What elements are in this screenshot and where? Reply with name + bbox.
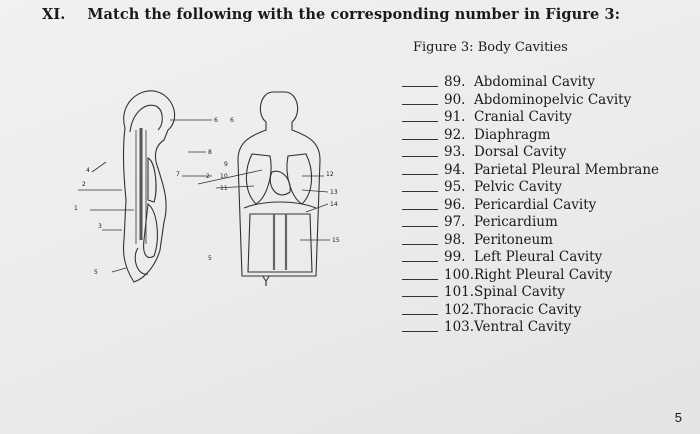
fig-label: 11 xyxy=(220,185,228,192)
list-item xyxy=(402,179,659,197)
fig-label: 6 xyxy=(214,117,218,124)
item-label: Peritoneum xyxy=(474,231,553,248)
item-number: 92. xyxy=(444,126,466,143)
list-item xyxy=(402,249,659,267)
body-cavities-figure xyxy=(30,80,360,290)
item-number: 97. xyxy=(444,214,466,230)
side-body-outline xyxy=(123,91,174,282)
list-item xyxy=(402,127,659,145)
item-label: Left Pleural Cavity xyxy=(474,249,603,265)
list-item xyxy=(402,267,659,285)
item-number: 95. xyxy=(444,179,466,195)
item-label: Abdominal Cavity xyxy=(474,74,596,90)
page-number: 5 xyxy=(674,410,682,425)
list-item xyxy=(402,92,659,110)
item-label: Right Pleural Cavity xyxy=(474,266,613,283)
list-item xyxy=(402,232,659,250)
front-spinal-cavity xyxy=(274,214,286,270)
front-right-lung xyxy=(246,154,271,204)
item-number: 102. xyxy=(444,301,475,318)
answer-blank[interactable] xyxy=(402,86,438,87)
item-label: Thoracic Cavity xyxy=(474,301,582,318)
answer-blank[interactable] xyxy=(402,331,438,332)
list-item xyxy=(402,319,659,337)
list-item xyxy=(402,214,659,232)
item-label: Ventral Cavity xyxy=(474,319,572,335)
fig-label: 5 xyxy=(208,255,212,262)
fig-label: 2 xyxy=(82,181,86,188)
item-number: 99. xyxy=(444,249,466,265)
list-item xyxy=(402,197,659,215)
fig-label: 4 xyxy=(86,167,90,174)
answer-blank[interactable] xyxy=(402,104,438,105)
item-number: 101. xyxy=(444,284,475,300)
answer-blank[interactable] xyxy=(402,139,438,140)
side-thoracic-cavity xyxy=(148,158,156,202)
figure-title: Figure 3: Body Cavities xyxy=(413,40,568,55)
matching-list xyxy=(402,74,659,337)
fig-label: 12 xyxy=(326,171,334,178)
answer-blank[interactable] xyxy=(402,296,438,297)
front-body-outline xyxy=(238,92,320,276)
answer-blank[interactable] xyxy=(402,121,438,122)
answer-blank[interactable] xyxy=(402,156,438,157)
fig-label: 6 xyxy=(230,117,234,124)
list-item xyxy=(402,74,659,92)
fig-label: 7 xyxy=(176,171,180,178)
item-number: 89. xyxy=(444,74,466,90)
list-item xyxy=(402,109,659,127)
answer-blank[interactable] xyxy=(402,209,438,210)
list-item xyxy=(402,302,659,320)
item-label: Parietal Pleural Membrane xyxy=(474,161,660,178)
section-heading xyxy=(42,6,620,23)
answer-blank[interactable] xyxy=(402,226,438,227)
item-number: 90. xyxy=(444,91,466,108)
item-number: 91. xyxy=(444,109,466,125)
side-pelvis xyxy=(135,248,148,274)
front-left-lung xyxy=(287,154,312,204)
list-item xyxy=(402,144,659,162)
list-item xyxy=(402,162,659,180)
answer-blank[interactable] xyxy=(402,191,438,192)
fig-label: 2 xyxy=(206,173,210,180)
leader-lines xyxy=(78,120,330,272)
fig-label: 15 xyxy=(332,237,340,244)
answer-blank[interactable] xyxy=(402,314,438,315)
item-number: 100. xyxy=(444,266,475,283)
item-label: Pericardial Cavity xyxy=(474,196,597,213)
fig-label: 3 xyxy=(98,223,102,230)
fig-label: 9 xyxy=(224,161,228,168)
item-label: Dorsal Cavity xyxy=(474,144,567,160)
item-label: Pericardium xyxy=(474,214,558,230)
answer-blank[interactable] xyxy=(402,174,438,175)
item-number: 96. xyxy=(444,196,466,213)
answer-blank[interactable] xyxy=(402,244,438,245)
fig-label: 8 xyxy=(208,149,212,156)
cranial-cavity-outline xyxy=(130,105,162,132)
section-instruction: Match the following with the corresponding number in Figure 3: xyxy=(87,6,621,23)
item-label: Cranial Cavity xyxy=(474,109,572,125)
answer-blank[interactable] xyxy=(402,261,438,262)
fig-label: 5 xyxy=(94,269,98,276)
answer-blank[interactable] xyxy=(402,279,438,280)
item-label: Spinal Cavity xyxy=(474,284,565,300)
item-number: 93. xyxy=(444,144,466,160)
section-number: XI. xyxy=(42,6,66,23)
item-number: 103. xyxy=(444,319,475,335)
item-number: 98. xyxy=(444,231,466,248)
figure-caption-letter: Y xyxy=(262,275,270,290)
item-label: Pelvic Cavity xyxy=(474,179,562,195)
item-number: 94. xyxy=(444,161,466,178)
item-label: Diaphragm xyxy=(474,126,551,143)
item-label: Abdominopelvic Cavity xyxy=(474,91,632,108)
fig-label: 1 xyxy=(74,205,78,212)
fig-label: 14 xyxy=(330,201,338,208)
fig-label: 13 xyxy=(330,189,338,196)
list-item xyxy=(402,284,659,302)
front-abdominopelvic-cavity xyxy=(248,214,312,272)
fig-label: 10 xyxy=(220,173,228,180)
